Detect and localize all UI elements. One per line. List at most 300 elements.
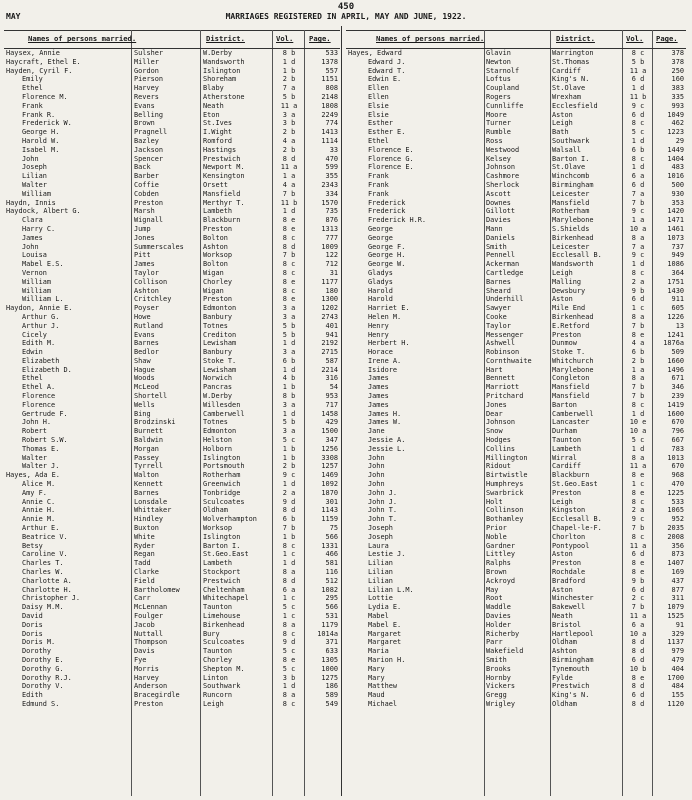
- entry-name: Mabel: [368, 612, 389, 620]
- entry-district: Neath: [552, 612, 573, 620]
- entry-name: Frank: [368, 180, 389, 189]
- entry-district: Taunton: [203, 647, 233, 656]
- entry-page: 1202: [321, 304, 338, 313]
- entry-name: Isabel M.: [22, 145, 60, 154]
- entry-volume: 8 c: [631, 268, 645, 277]
- entry-name: Robert S.W.: [22, 436, 68, 445]
- entry-district: Mansfield: [552, 383, 590, 392]
- entry-page: 383: [671, 84, 684, 93]
- entry-district: Prestwich: [552, 682, 590, 691]
- entry-volume: 4 a: [282, 136, 296, 145]
- register-entry: [4, 119, 340, 128]
- entry-page: 378: [671, 57, 684, 66]
- register-entry: [4, 427, 340, 436]
- header-vol: Vol.: [276, 34, 294, 43]
- register-entry: [346, 216, 686, 225]
- entry-district: Barton: [552, 400, 577, 409]
- entry-spouse-surname: Sherlock: [486, 180, 520, 189]
- entry-volume: 8 e: [282, 655, 296, 664]
- entry-district: Blackburn: [552, 471, 590, 480]
- register-entry: [4, 603, 340, 612]
- entry-spouse-surname: Loftus: [486, 75, 511, 84]
- entry-spouse-surname: Bartholomew: [134, 585, 180, 594]
- entry-page: 347: [325, 436, 338, 445]
- entry-volume: 1 a: [282, 172, 296, 181]
- register-entry: [4, 313, 340, 322]
- register-entry: [346, 304, 686, 313]
- entry-spouse-surname: Ackroyd: [486, 576, 516, 585]
- entry-page: 429: [325, 418, 338, 427]
- entry-volume: 6 d: [631, 75, 645, 84]
- entry-spouse-surname: Pritchard: [486, 392, 524, 401]
- entry-volume: 1 d: [282, 207, 296, 216]
- register-entry: [4, 137, 340, 146]
- register-entry: [4, 410, 340, 419]
- entry-district: Sculcoates: [203, 497, 245, 506]
- entry-spouse-surname: Ralphs: [486, 559, 511, 568]
- entry-district: Newport M.: [203, 163, 245, 172]
- entry-volume: 7 b: [282, 189, 296, 198]
- entry-volume: 8 e: [631, 488, 645, 497]
- register-entry: [346, 251, 686, 260]
- entry-spouse-surname: Marsh: [134, 207, 155, 216]
- entry-page: 1300: [321, 295, 338, 304]
- entry-name: William L.: [22, 295, 64, 304]
- entry-volume: 1 d: [282, 365, 296, 374]
- entry-page: 1870: [321, 488, 338, 497]
- register-entry: [346, 102, 686, 111]
- entry-name: Ethel: [22, 374, 43, 383]
- entry-name: Jane: [368, 427, 385, 436]
- entry-spouse-surname: Brodzinski: [134, 418, 176, 427]
- register-entry: [4, 550, 340, 559]
- register-entry: [346, 287, 686, 296]
- entry-district: Rotherham: [203, 471, 241, 480]
- entry-volume: 1 b: [282, 383, 296, 392]
- entry-name: John: [22, 242, 39, 251]
- entry-page: 930: [671, 189, 684, 198]
- entry-page: 180: [325, 286, 338, 295]
- entry-spouse-surname: Davies: [486, 612, 511, 620]
- register-entry: [346, 392, 686, 401]
- register-entry: [346, 181, 686, 190]
- entry-name: Horace: [368, 348, 393, 357]
- top-rule: [4, 30, 340, 31]
- entry-page: 1120: [667, 699, 684, 708]
- entry-volume: 7 b: [631, 524, 645, 533]
- entry-volume: 11 b: [280, 198, 298, 207]
- register-entry: [4, 190, 340, 199]
- entry-volume: 9 c: [631, 515, 645, 524]
- entry-volume: 5 b: [282, 321, 296, 330]
- entry-spouse-surname: Pragnell: [134, 128, 168, 137]
- entry-district: Bath: [552, 128, 569, 137]
- entry-name: James: [368, 392, 389, 401]
- entry-district: Mile End: [552, 304, 586, 313]
- entry-district: Prestwich: [203, 576, 241, 585]
- entry-name: Dorothy R.J.: [22, 673, 72, 682]
- entry-volume: 1 c: [631, 480, 645, 489]
- entry-volume: 1 b: [282, 444, 296, 453]
- entry-volume: 8 e: [631, 673, 645, 682]
- entry-page: 566: [325, 532, 338, 541]
- entry-page: 1469: [321, 471, 338, 480]
- entry-page: 479: [671, 655, 684, 664]
- entry-spouse-surname: Brooks: [486, 664, 511, 673]
- register-entry: [346, 700, 686, 709]
- entry-district: Ecclesfield: [552, 101, 598, 110]
- entry-district: Birkenhead: [203, 620, 245, 629]
- entry-volume: 8 a: [631, 233, 645, 242]
- entry-district: Dunmow: [552, 339, 577, 348]
- entry-volume: 8 c: [282, 233, 296, 242]
- register-entry: [346, 207, 686, 216]
- entry-page: 531: [325, 612, 338, 620]
- entry-volume: 8 c: [282, 260, 296, 269]
- header-vol: Vol.: [626, 34, 644, 43]
- left-column: [4, 26, 340, 796]
- entry-district: Leicester: [552, 189, 590, 198]
- entry-spouse-surname: Hindley: [134, 515, 164, 524]
- register-entry: [346, 234, 686, 243]
- entry-district: Camberwell: [203, 409, 245, 418]
- entry-page: 378: [671, 49, 684, 57]
- register-entry: [4, 515, 340, 524]
- entry-spouse-surname: Baldwin: [134, 436, 164, 445]
- entry-volume: 2 b: [282, 75, 296, 84]
- entry-spouse-surname: Vickers: [486, 682, 516, 691]
- entry-name: Elizabeth: [22, 356, 60, 365]
- entry-spouse-surname: Cartledge: [486, 268, 524, 277]
- entry-district: Bolton: [203, 260, 228, 269]
- register-entry: [346, 630, 686, 639]
- entry-name: Harold: [368, 286, 393, 295]
- entry-district: Ecclesall B.: [552, 515, 602, 524]
- entry-spouse-surname: Coupland: [486, 84, 520, 93]
- entry-spouse-surname: Hodges: [486, 436, 511, 445]
- entry-volume: 1 d: [631, 260, 645, 269]
- register-entry: [4, 542, 340, 551]
- register-entry: [346, 374, 686, 383]
- entry-district: Chorlton: [552, 532, 586, 541]
- entry-spouse-surname: Dear: [486, 409, 503, 418]
- register-entry: [4, 612, 340, 621]
- entry-district: Cardiff: [552, 462, 582, 471]
- entry-name: Harold W.: [22, 136, 60, 145]
- register-entry: [346, 366, 686, 375]
- entry-page: 1159: [321, 515, 338, 524]
- entry-page: 1808: [321, 101, 338, 110]
- entry-volume: 9 c: [631, 207, 645, 216]
- entry-district: Whitechapel: [203, 594, 249, 603]
- entry-name: Charlotte A.: [22, 576, 72, 585]
- entry-volume: 8 e: [631, 330, 645, 339]
- entry-spouse-surname: Swarbrick: [486, 488, 524, 497]
- entry-spouse-surname: Wignall: [134, 216, 164, 225]
- entry-page: 470: [671, 480, 684, 489]
- entry-name: Elsie: [368, 101, 389, 110]
- entry-page: 667: [671, 436, 684, 445]
- entry-volume: 8 b: [282, 49, 296, 57]
- entry-spouse-surname: Gordon: [134, 66, 159, 75]
- entry-name: John: [22, 154, 39, 163]
- entry-district: Aston: [552, 550, 573, 559]
- entry-volume: 8 d: [282, 154, 296, 163]
- register-entry: [346, 498, 686, 507]
- entry-volume: 8 e: [631, 568, 645, 577]
- entry-page: 1065: [667, 506, 684, 515]
- entry-page: 2715: [321, 348, 338, 357]
- register-entry: [4, 348, 340, 357]
- register-entry: [346, 163, 686, 172]
- entry-spouse-surname: Holder: [486, 620, 511, 629]
- entry-page: 1000: [321, 664, 338, 673]
- register-entry: [4, 383, 340, 392]
- entry-name: George: [368, 224, 393, 233]
- entry-name: George W.: [368, 260, 406, 269]
- entry-page: 1177: [321, 277, 338, 286]
- entry-page: 993: [671, 101, 684, 110]
- entry-name: Frank R.: [22, 110, 56, 119]
- entry-volume: 9 d: [282, 497, 296, 506]
- entry-spouse-surname: Johnson: [486, 163, 516, 172]
- entry-name: Hayden, Cyril F.: [6, 66, 73, 75]
- entry-spouse-surname: Thompson: [134, 638, 168, 647]
- entry-volume: 8 c: [282, 541, 296, 550]
- entry-district: Islington: [203, 66, 241, 75]
- entry-page: 509: [671, 348, 684, 357]
- entry-page: 873: [671, 550, 684, 559]
- entry-spouse-surname: Gardner: [486, 541, 516, 550]
- entry-name: Elsie: [368, 110, 389, 119]
- entry-district: Atherstone: [203, 92, 245, 101]
- entry-name: Frederick W.: [22, 119, 72, 128]
- entry-volume: 6 d: [631, 295, 645, 304]
- register-entry: [346, 137, 686, 146]
- entry-volume: 8 d: [631, 638, 645, 647]
- entry-district: Lambeth: [552, 444, 582, 453]
- register-entry: [4, 401, 340, 410]
- entry-page: 777: [325, 233, 338, 242]
- entry-page: 13: [675, 321, 684, 330]
- entry-volume: 8 c: [631, 49, 645, 57]
- register-entry: [4, 638, 340, 647]
- entry-page: 1496: [667, 365, 684, 374]
- entry-spouse-surname: Morris: [134, 664, 159, 673]
- entry-page: 122: [325, 251, 338, 260]
- entry-page: 1079: [667, 603, 684, 612]
- entry-district: Whitchurch: [552, 356, 594, 365]
- entry-spouse-surname: Jackson: [134, 145, 164, 154]
- register-entry: [4, 128, 340, 137]
- entry-name: Mary: [368, 664, 385, 673]
- entry-page: 735: [325, 207, 338, 216]
- register-entry: [346, 489, 686, 498]
- register-entry: [4, 278, 340, 287]
- entry-name: Alice M.: [22, 480, 56, 489]
- entry-volume: 6 d: [631, 691, 645, 700]
- entry-name: James W.: [368, 418, 402, 427]
- entry-spouse-surname: Daniels: [486, 233, 516, 242]
- entry-page: 1413: [321, 128, 338, 137]
- entry-page: 116: [325, 568, 338, 577]
- entry-spouse-surname: Hart: [486, 365, 503, 374]
- entry-spouse-surname: Snow: [486, 427, 503, 436]
- entry-spouse-surname: Walton: [134, 471, 159, 480]
- header-page: Page.: [656, 34, 678, 43]
- register-title: MARRIAGES REGISTERED IN APRIL, MAY AND JUNE, 1922.: [225, 12, 467, 21]
- entry-district: Birkenhead: [552, 233, 594, 242]
- entry-name: Lilian: [368, 568, 393, 577]
- entry-volume: 2 a: [631, 506, 645, 515]
- entry-page: 1275: [321, 673, 338, 682]
- entry-volume: 2 b: [631, 356, 645, 365]
- entry-district: Mansfield: [552, 198, 590, 207]
- register-entry: [346, 594, 686, 603]
- entry-district: Barton I.: [552, 154, 590, 163]
- entry-district: Leigh: [552, 497, 573, 506]
- entry-spouse-surname: Cunnliffe: [486, 101, 524, 110]
- register-entry: [346, 480, 686, 489]
- header-district: District.: [556, 34, 595, 43]
- entry-page: 346: [671, 383, 684, 392]
- entry-name: Lilian: [368, 559, 393, 568]
- entry-district: Hartlepool: [552, 629, 594, 638]
- register-entry: [346, 128, 686, 137]
- entry-volume: 1 b: [282, 532, 296, 541]
- entry-name: Arthur E.: [22, 524, 60, 533]
- entry-volume: 1 a: [631, 365, 645, 374]
- entry-page: 1049: [667, 110, 684, 119]
- entry-volume: 3 a: [282, 312, 296, 321]
- entry-page: 1500: [321, 427, 338, 436]
- entry-name: Matthew: [368, 682, 398, 691]
- entry-name: Lilian: [22, 172, 47, 181]
- entry-volume: 6 d: [631, 550, 645, 559]
- entry-spouse-surname: Littley: [486, 550, 516, 559]
- entry-district: St.Geo.East: [203, 550, 249, 559]
- entry-volume: 1 c: [282, 594, 296, 603]
- register-entry: [4, 181, 340, 190]
- entry-volume: 1 c: [282, 550, 296, 559]
- entry-name: John T.: [368, 515, 398, 524]
- right-entries: [346, 49, 686, 709]
- register-entry: [346, 119, 686, 128]
- register-entry: [4, 234, 340, 243]
- entry-district: Leicester: [552, 242, 590, 251]
- entry-page: 466: [325, 550, 338, 559]
- entry-name: Betsy: [22, 541, 43, 550]
- entry-volume: 1 d: [282, 480, 296, 489]
- entry-district: Linton: [203, 673, 228, 682]
- entry-spouse-surname: May: [486, 585, 499, 594]
- register-entry: [346, 111, 686, 120]
- entry-spouse-surname: Davies: [486, 216, 511, 225]
- entry-volume: 2 a: [282, 488, 296, 497]
- entry-district: Leigh: [203, 699, 224, 708]
- entry-volume: 11 a: [629, 462, 647, 471]
- entry-volume: 1 d: [631, 444, 645, 453]
- entry-page: 335: [671, 92, 684, 101]
- entry-spouse-surname: Barber: [134, 172, 159, 181]
- register-entry: [346, 454, 686, 463]
- entry-name: Edward T.: [368, 66, 406, 75]
- entry-volume: 1 c: [282, 612, 296, 620]
- entry-name: Esther E.: [368, 128, 406, 137]
- entry-page: 979: [671, 647, 684, 656]
- entry-volume: 1 b: [282, 66, 296, 75]
- entry-page: 169: [671, 568, 684, 577]
- register-entry: [4, 146, 340, 155]
- entry-name: Henry: [368, 330, 389, 339]
- entry-spouse-surname: Summerscales: [134, 242, 184, 251]
- entry-page: 549: [325, 699, 338, 708]
- entry-page: 633: [325, 647, 338, 656]
- entry-spouse-surname: Moore: [486, 110, 507, 119]
- entry-district: W.Derby: [203, 49, 233, 57]
- entry-page: 1257: [321, 462, 338, 471]
- register-entry: [4, 93, 340, 102]
- entry-spouse-surname: Evans: [134, 101, 155, 110]
- entry-volume: 8 c: [282, 629, 296, 638]
- entry-district: Edmonton: [203, 304, 237, 313]
- entry-volume: 8 d: [631, 647, 645, 656]
- entry-name: Joseph: [22, 163, 47, 172]
- register-entry: [4, 480, 340, 489]
- register-entry: [4, 559, 340, 568]
- entry-spouse-surname: Sheard: [486, 286, 511, 295]
- entry-spouse-surname: Brown: [486, 568, 507, 577]
- entry-spouse-surname: Tadd: [134, 559, 151, 568]
- entry-volume: 11 a: [629, 612, 647, 620]
- entry-spouse-surname: Howe: [134, 312, 151, 321]
- entry-district: Ecclesall B.: [552, 251, 602, 260]
- entry-page: 470: [325, 154, 338, 163]
- entry-spouse-surname: Johnson: [486, 418, 516, 427]
- entry-volume: 11 a: [280, 163, 298, 172]
- entry-district: Taunton: [203, 603, 233, 612]
- entry-spouse-surname: Downes: [486, 198, 511, 207]
- entry-page: 952: [671, 515, 684, 524]
- entry-volume: 9 c: [631, 101, 645, 110]
- left-column-headers: [4, 34, 340, 48]
- register-entry: [346, 278, 686, 287]
- entry-name: James: [368, 400, 389, 409]
- entry-district: Preston: [203, 224, 233, 233]
- register-entry: [4, 436, 340, 445]
- entry-volume: 8 c: [631, 497, 645, 506]
- entry-district: King's N.: [552, 691, 590, 700]
- entry-name: Harry C.: [22, 224, 56, 233]
- entry-page: 1223: [667, 128, 684, 137]
- entry-page: 2192: [321, 339, 338, 348]
- entry-volume: 6 d: [631, 180, 645, 189]
- entry-volume: 1 a: [631, 216, 645, 225]
- entry-spouse-surname: Burnett: [134, 427, 164, 436]
- entry-name: Laura: [368, 541, 389, 550]
- entry-spouse-surname: McLennan: [134, 603, 168, 612]
- entry-page: 533: [325, 49, 338, 57]
- entry-volume: 8 c: [631, 119, 645, 128]
- entry-volume: 6 a: [631, 172, 645, 181]
- register-entry: [346, 357, 686, 366]
- entry-volume: 8 d: [631, 699, 645, 708]
- entry-page: 1313: [321, 224, 338, 233]
- header-names: Names of persons married.: [376, 34, 485, 43]
- entry-page: 533: [671, 497, 684, 506]
- entry-volume: 1 b: [282, 453, 296, 462]
- entry-page: 1471: [667, 216, 684, 225]
